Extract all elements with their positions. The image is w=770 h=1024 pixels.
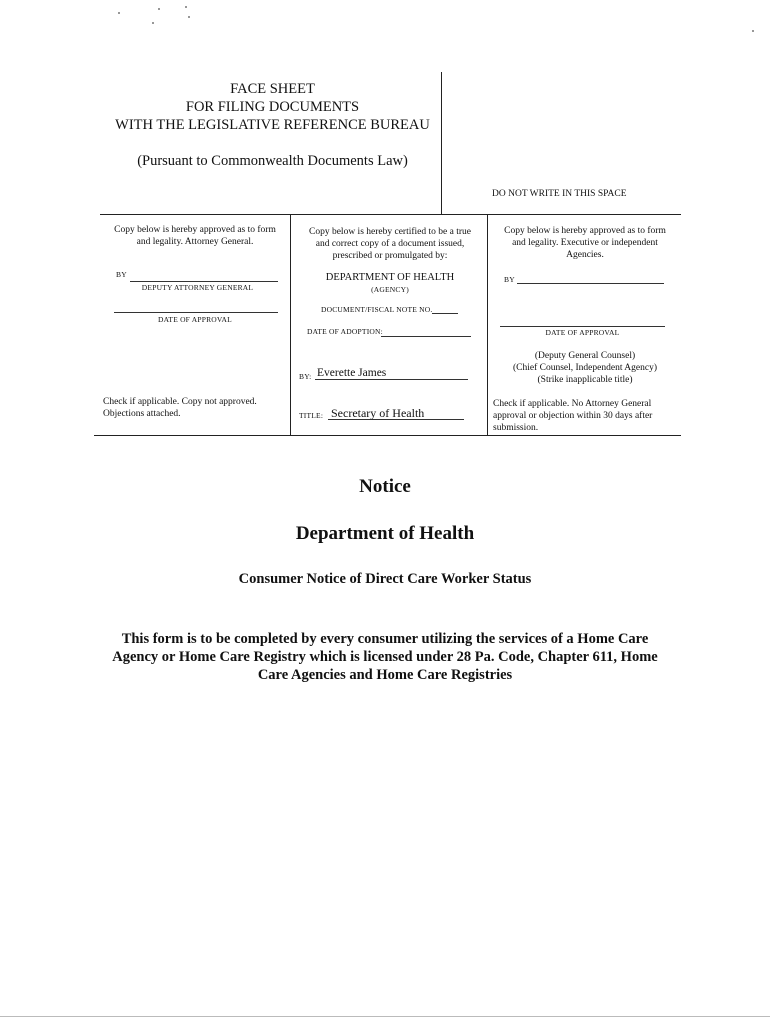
table-bottom-rule <box>94 435 681 436</box>
col3-check-text <box>493 398 681 434</box>
notice-body-line3: Care Agencies and Home Care Registries <box>257 667 513 683</box>
col3-counsel-line2: (Chief Counsel, Independent Agency) <box>512 363 658 373</box>
scan-speck <box>185 6 187 8</box>
col3-counsel-text <box>490 350 680 386</box>
col1-approval-line2: and legality. Attorney General. <box>136 237 254 247</box>
col2-title-line[interactable] <box>328 419 464 420</box>
notice-body-line1: This form is to be completed by every consumer utilizing the services of a Home Care <box>121 631 649 647</box>
col1-approval-line1: Copy below is hereby approved as to form <box>114 225 276 235</box>
notice-department: Department of Health <box>295 523 475 544</box>
col3-by-label: BY <box>504 275 515 284</box>
col2-doc-note-line[interactable] <box>432 313 458 314</box>
col3-date-label: DATE OF APPROVAL <box>545 328 620 337</box>
scan-speck <box>152 22 154 24</box>
col2-date-adoption-label: DATE OF ADOPTION: <box>307 327 383 336</box>
col3-counsel-line1: (Deputy General Counsel) <box>534 351 636 361</box>
col1-check-line2: Objections attached. <box>103 409 181 419</box>
col2-cert-line2: and correct copy of a document issued, <box>315 239 465 249</box>
col2-title-value: Secretary of Health <box>331 406 425 420</box>
face-sheet-title-line3: WITH THE LEGISLATIVE REFERENCE BUREAU <box>115 117 430 133</box>
notice-subject: Consumer Notice of Direct Care Worker Status <box>238 571 532 587</box>
scan-speck <box>188 16 190 18</box>
notice-body <box>60 630 710 684</box>
col3-approval-line3: Agencies. <box>566 250 604 260</box>
col1-by-signature-line[interactable] <box>130 281 278 282</box>
notice-body-line2: Agency or Home Care Registry which is licensed under 28 Pa. Code, Chapter 611, Home <box>112 649 658 665</box>
col1-date-line[interactable] <box>114 312 278 313</box>
col2-by-line[interactable] <box>315 379 468 380</box>
column-divider-1 <box>290 214 291 435</box>
face-sheet-title-line2: FOR FILING DOCUMENTS <box>185 99 360 115</box>
scan-speck <box>158 8 160 10</box>
scan-edge-line <box>0 1016 770 1017</box>
col2-cert-line3: prescribed or promulgated by: <box>332 251 448 261</box>
col2-by-value: Everette James <box>317 367 387 379</box>
col3-approval-line2: and legality. Executive or independent <box>512 238 658 248</box>
col2-date-adoption-line[interactable] <box>381 336 471 337</box>
col3-approval-text <box>490 225 680 261</box>
col2-title-label: TITLE: <box>299 411 324 420</box>
col3-check-line3: submission. <box>493 423 539 433</box>
col1-date-label: DATE OF APPROVAL <box>158 315 232 324</box>
scan-speck <box>752 30 754 32</box>
col1-check-line1: Check if applicable. Copy not approved. <box>103 397 257 407</box>
col3-date-line[interactable] <box>500 326 665 327</box>
do-not-write-label: DO NOT WRITE IN THIS SPACE <box>492 189 627 199</box>
face-sheet-header <box>100 80 445 134</box>
col2-by-label: BY: <box>299 372 312 381</box>
col2-agency-name: DEPARTMENT OF HEALTH <box>325 272 455 283</box>
col3-check-line2: approval or objection within 30 days after <box>493 411 653 421</box>
col2-doc-note-label: DOCUMENT/FISCAL NOTE NO. <box>321 305 433 314</box>
col3-counsel-line3: (Strike inapplicable title) <box>537 375 633 385</box>
col3-approval-line1: Copy below is hereby approved as to form <box>504 226 666 236</box>
col3-check-line1: Check if applicable. No Attorney General <box>493 399 652 409</box>
col1-check-text <box>103 396 288 420</box>
col2-agency-label: (AGENCY) <box>371 285 409 294</box>
table-top-rule <box>100 214 681 215</box>
header-divider <box>441 72 442 215</box>
col2-cert-text <box>295 226 485 262</box>
col1-by-label: BY <box>116 270 127 279</box>
notice-heading: Notice <box>359 476 411 497</box>
col1-deputy-label: DEPUTY ATTORNEY GENERAL <box>141 283 254 292</box>
col2-cert-line1: Copy below is hereby certified to be a true <box>309 227 471 237</box>
col3-by-signature-line[interactable] <box>517 283 664 284</box>
scan-speck <box>118 12 120 14</box>
column-divider-2 <box>487 214 488 435</box>
face-sheet-subtitle: (Pursuant to Commonwealth Documents Law) <box>137 153 408 169</box>
face-sheet-title-line1: FACE SHEET <box>230 81 315 97</box>
col1-approval-text <box>100 224 290 248</box>
